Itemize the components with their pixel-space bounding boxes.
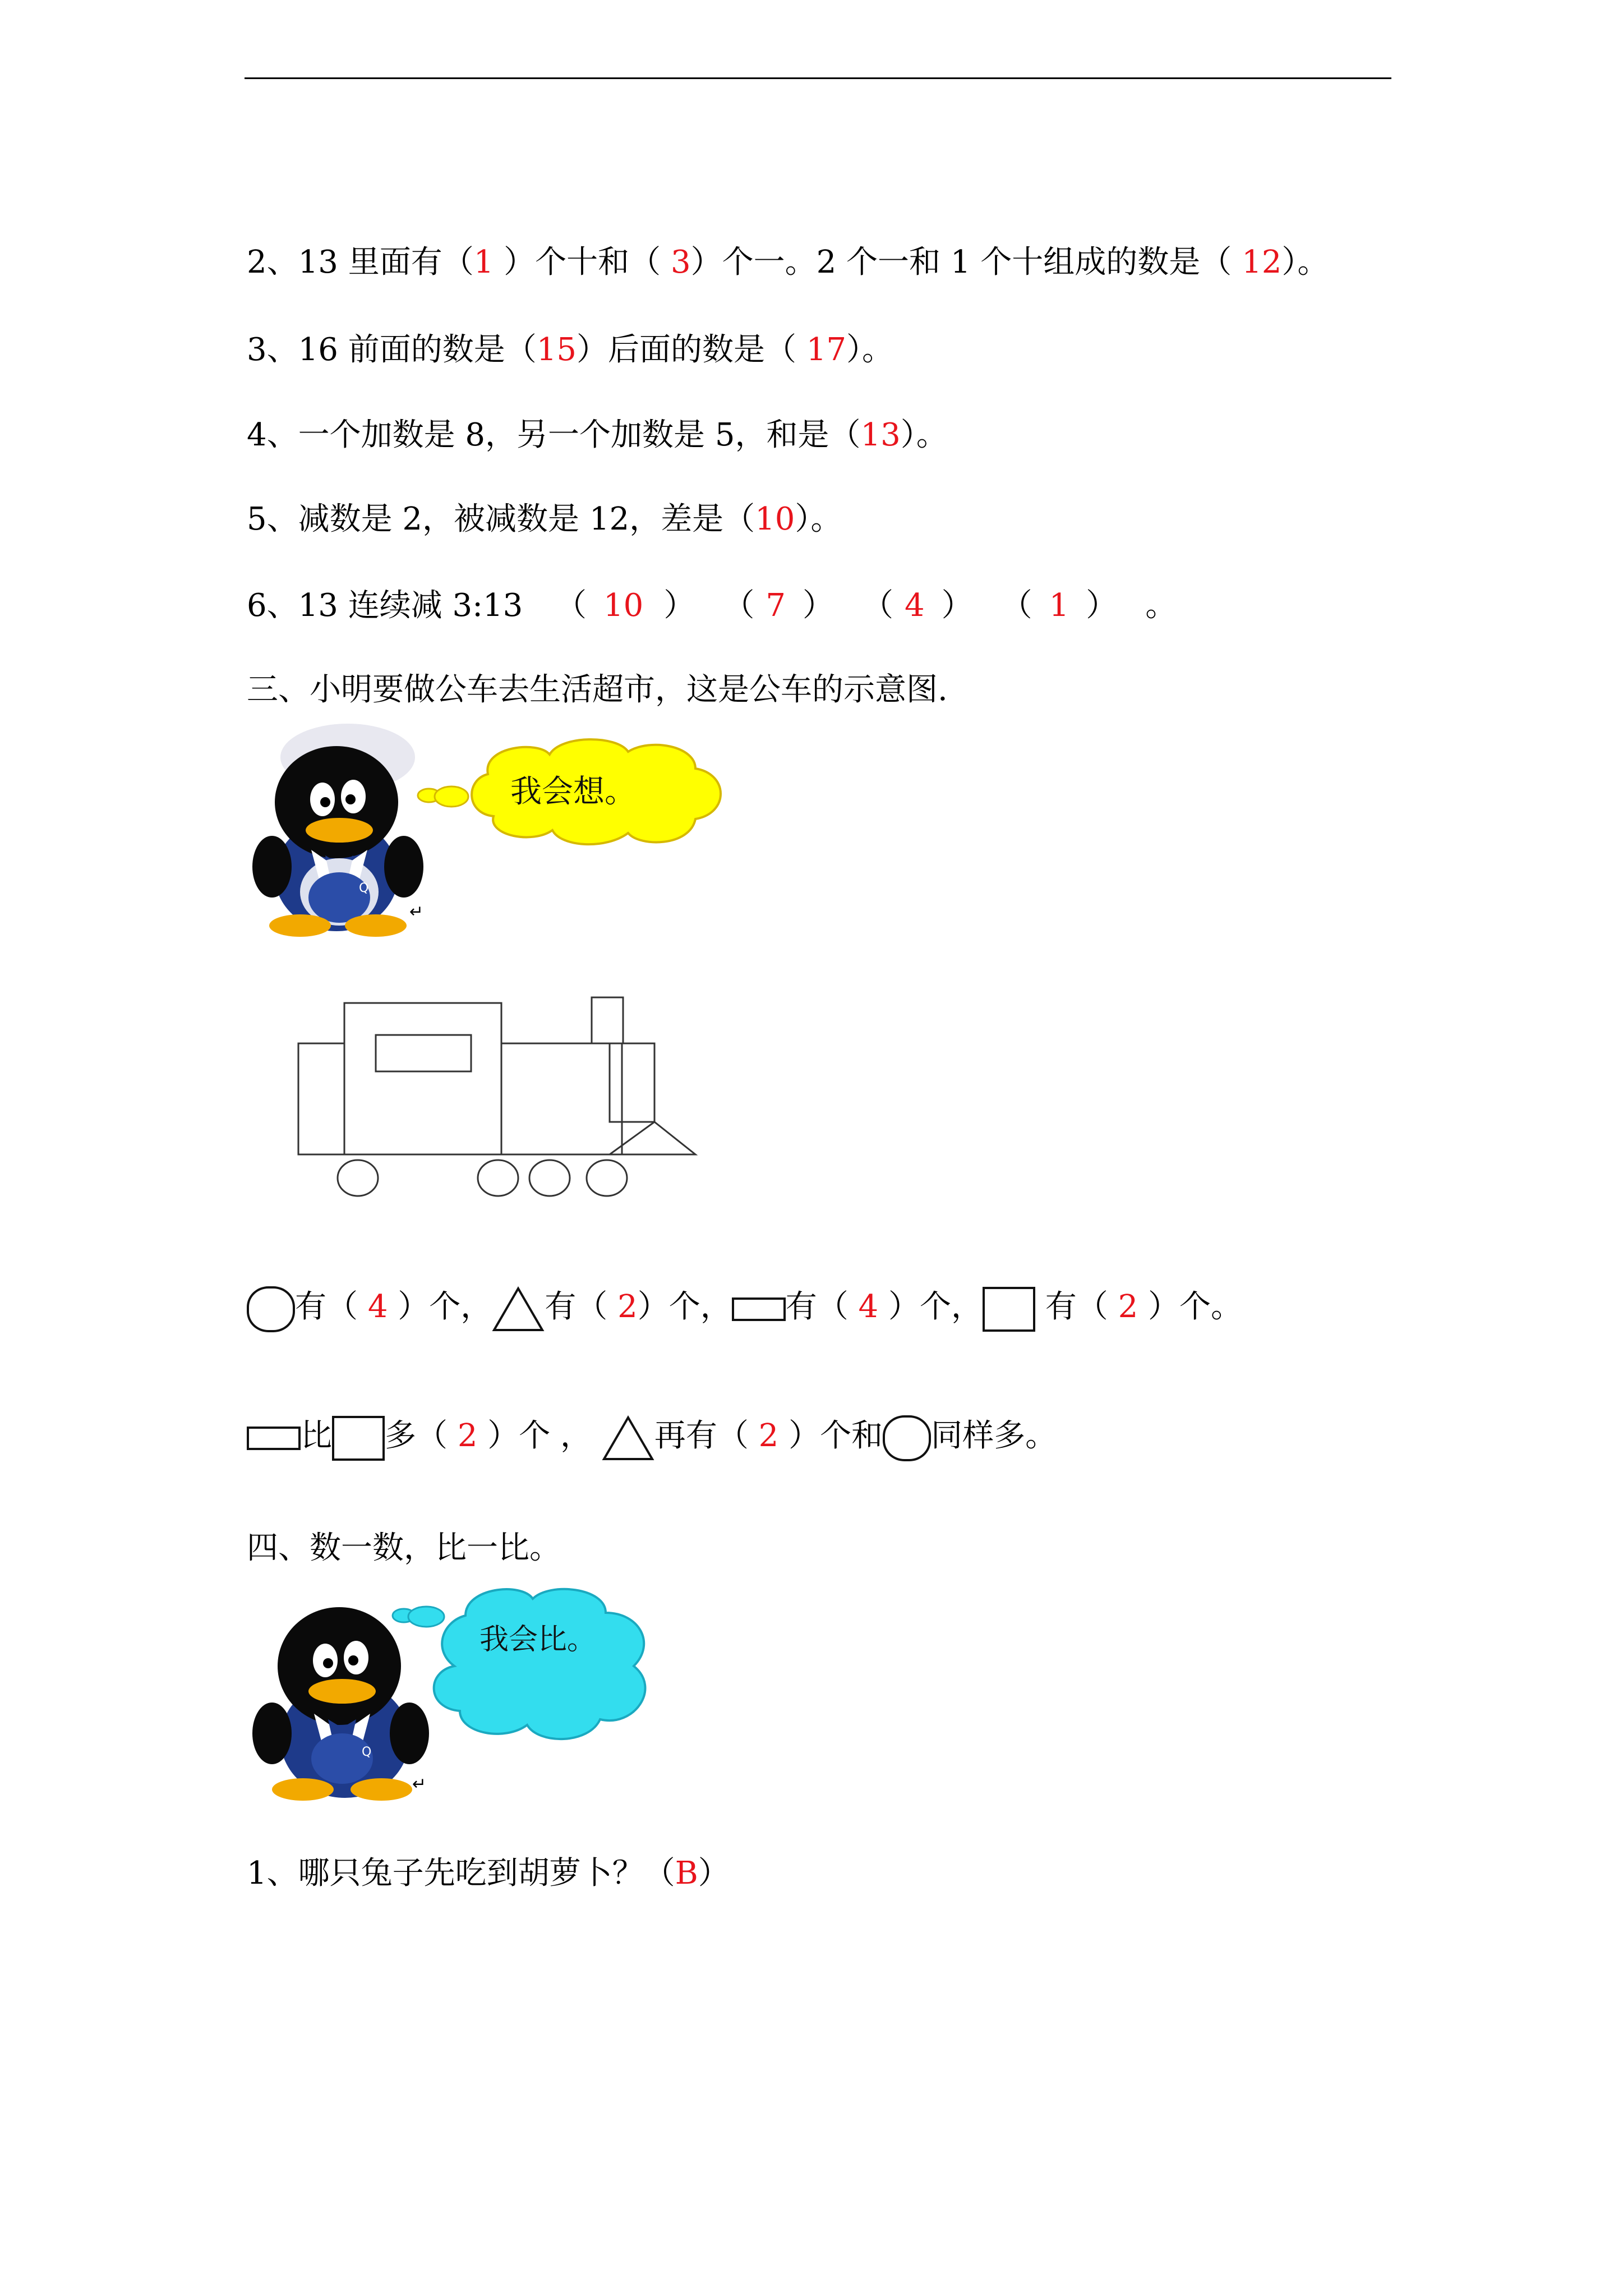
answer: 4 (367, 1289, 388, 1325)
svg-text:Q: Q (362, 1745, 372, 1759)
bus-diagram (297, 993, 701, 1206)
shape-count-line-1: 有（ 4 ）个， 有（ 2）个， 有（ 4 ）个， 有（ 2 ）个。 (247, 1285, 1242, 1332)
answer: 1 (473, 244, 494, 280)
rectangle-icon (376, 1035, 471, 1071)
question-3: 3、16 前面的数是（15）后面的数是（ 17）。 (247, 332, 894, 368)
answer: 4 (858, 1289, 879, 1325)
circle-icon (478, 1160, 518, 1196)
question-5: 5、减数是 2，被减数是 12，差是（10）。 (247, 501, 842, 537)
shape-count-line-2: 比 多（ 2 ）个 ， 再有（ 2 ）个和 同样多。 (247, 1414, 1057, 1461)
answer: 10 (755, 501, 795, 537)
circle-icon (883, 1415, 931, 1461)
section-4-title: 四、数一数，比一比。 (247, 1530, 561, 1566)
answer: 1 (1049, 587, 1069, 624)
penguin-compare-figure (247, 1582, 751, 1806)
answer: 2 (1118, 1289, 1138, 1325)
bubble-text: 我会比。 (479, 1623, 597, 1657)
rectangle-icon (344, 1003, 501, 1154)
header-rule (245, 77, 1391, 79)
penguin-icon (252, 1607, 429, 1801)
penguin-icon (252, 724, 423, 937)
answer: B (675, 1855, 698, 1892)
rectangle-icon (501, 1043, 622, 1154)
return-mark: ↵ (412, 1774, 427, 1794)
circle-icon (587, 1160, 627, 1196)
bubble-text: 我会想。 (510, 774, 636, 810)
penguin-think-figure (247, 724, 796, 937)
answer: 2 (758, 1418, 779, 1454)
question-6: 6、13 连续减 3:13 （ 10 ） （ 7 ） （ 4 ） （ 1 ） 。 (247, 587, 1177, 624)
svg-text:Q: Q (359, 881, 369, 895)
answer: 4 (904, 587, 925, 624)
answer: 3 (670, 244, 691, 280)
square-icon (332, 1416, 385, 1461)
answer: 2 (457, 1418, 478, 1454)
rectangle-icon (298, 1043, 344, 1154)
question-4: 4、一个加数是 8，另一个加数是 5，和是（13）。 (247, 417, 948, 453)
answer: 2 (617, 1289, 638, 1325)
return-mark: ↵ (409, 902, 424, 922)
section-3-title: 三、小明要做公车去生活超市，这是公车的示意图. (247, 671, 948, 708)
answer: 12 (1242, 244, 1282, 280)
question-2: 2、13 里面有（1 ）个十和（ 3）个一。2 个一和 1 个十组成的数是（ 12）。 (247, 244, 1329, 280)
square-icon (983, 1287, 1035, 1332)
rectangle-icon (247, 1427, 301, 1450)
circle-icon (529, 1160, 570, 1196)
triangle-icon (492, 1286, 545, 1332)
triangle-icon (602, 1415, 654, 1461)
rectangle-icon (732, 1297, 786, 1321)
answer: 15 (536, 332, 577, 368)
square-icon (592, 997, 623, 1043)
answer: 10 (603, 587, 644, 624)
circle-icon (338, 1160, 378, 1196)
square-icon (610, 1043, 654, 1122)
question-rabbit: 1、哪只兔子先吃到胡萝卜？（B） (247, 1855, 730, 1892)
answer: 7 (766, 587, 786, 624)
answer: 13 (860, 417, 901, 453)
answer: 17 (806, 332, 847, 368)
thought-bubble (418, 739, 721, 844)
thought-bubble (393, 1589, 645, 1739)
q2-number: 2、 (247, 244, 298, 280)
circle-icon (247, 1286, 295, 1332)
